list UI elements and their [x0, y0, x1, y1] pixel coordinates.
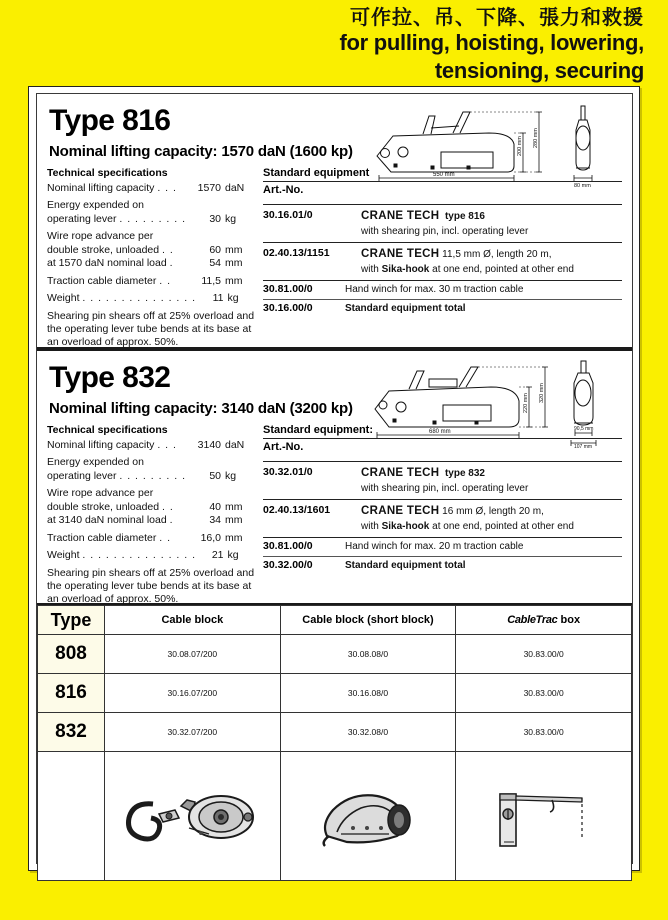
table-cell-type: 832 [38, 713, 105, 752]
product-section-816 [37, 94, 632, 351]
spec-row: at 3140 daN nominal load . 34 mm [47, 514, 243, 527]
spec-row: Weight . . . . . . . . . . . . . . . 11 kg [47, 292, 239, 305]
equipment-art-no: 30.16.01/0 [263, 209, 313, 221]
spec-row: Energy expended on [47, 199, 144, 212]
equipment-row [263, 556, 622, 575]
drawing-832-depth-label-2: 107 mm [574, 444, 593, 449]
equipment-art-no: 02.40.13/1151 [263, 247, 330, 260]
equipment-description: Standard equipment total [345, 559, 466, 571]
catalog-inner-frame [36, 93, 633, 864]
catalog-sheet [28, 86, 640, 871]
drawing-816-outer-height-label: 280 mm [533, 128, 539, 148]
drawing-816-width-label: 550 mm [433, 172, 455, 178]
table-row [38, 713, 632, 752]
equipment-heading-832: Standard equipment: [263, 424, 374, 436]
drawing-832-depth-label: 90,5 mm [574, 426, 594, 432]
accessories-comparison-table [37, 605, 632, 881]
spec-note-832: Shearing pin shears off at 25% overload and the operating lever tube bends at its base at an overload of approx. 50%. [47, 566, 255, 605]
technical-drawing-816 [371, 100, 626, 192]
equipment-row [263, 299, 622, 318]
specs-heading-832: Technical specifications [47, 424, 168, 436]
spec-row: Nominal lifting capacity . . . 3140 daN [47, 439, 245, 451]
cable-block-short-photo [281, 756, 456, 876]
equipment-row [263, 242, 622, 280]
photo-cell-cable-block [105, 752, 281, 881]
photo-cell-empty [38, 752, 105, 881]
art-no-label-816: Art.-No. [263, 181, 622, 204]
table-cell-cable-block-short: 30.08.08/0 [280, 635, 456, 674]
spec-row: Nominal lifting capacity . . . 1570 daN [47, 182, 245, 194]
drawing-832-inner-height-label: 220 mm [523, 393, 529, 413]
spec-note-816: Shearing pin shears off at 25% overload and the operating lever tube bends at its base at an overload of approx. 50%. [47, 309, 255, 348]
table-header-row [38, 606, 632, 635]
page-header-banner [0, 0, 668, 82]
technical-drawing-832 [371, 357, 626, 449]
drawing-816-inner-height-label: 200 mm [517, 136, 523, 156]
equipment-art-no: 30.32.01/0 [263, 466, 313, 478]
spec-row: Energy expended on [47, 456, 144, 469]
table-header-cable-block: Cable block [105, 606, 281, 635]
equipment-description: Standard equipment total [345, 302, 466, 314]
product-section-832 [37, 351, 632, 605]
spec-row: Traction cable diameter . . 11,5 mm [47, 274, 243, 287]
spec-row: double stroke, unloaded . . 60 mm [47, 243, 243, 256]
equipment-row [263, 537, 622, 556]
spec-row: double stroke, unloaded . . 40 mm [47, 500, 243, 513]
table-cell-type: 816 [38, 674, 105, 713]
spec-row: Wire rope advance per [47, 230, 154, 243]
table-cell-cable-block-short: 30.32.08/0 [280, 713, 456, 752]
cabletrac-box-photo [456, 756, 631, 876]
drawing-832-outer-height-label: 320 mm [539, 383, 545, 403]
equipment-description: CRANE TECH type 832 with shearing pin, incl. operating lever [361, 467, 529, 494]
equipment-description: CRANE TECH 16 mm Ø, length 20 m, with Sika-hook at one end, pointed at other end [361, 505, 574, 532]
equipment-column-816 [255, 167, 622, 349]
spec-row: operating lever . . . . . . . . . 30 kg [47, 212, 237, 225]
equipment-description: Hand winch for max. 30 m traction cable [345, 284, 524, 296]
product-title-816: Type 816 [49, 104, 171, 137]
table-photo-row [38, 752, 632, 881]
table-cell-cabletrac-box: 30.83.00/0 [456, 713, 632, 752]
table-cell-cable-block-short: 30.16.08/0 [280, 674, 456, 713]
equipment-art-no: 02.40.13/1601 [263, 504, 331, 517]
specs-heading-816: Technical specifications [47, 167, 168, 179]
table-row [38, 635, 632, 674]
equipment-row [263, 461, 622, 499]
table-header-cable-block-short: Cable block (short block) [280, 606, 456, 635]
table-cell-cabletrac-box: 30.83.00/0 [456, 635, 632, 674]
table-cell-cabletrac-box: 30.83.00/0 [456, 674, 632, 713]
spec-row: at 1570 daN nominal load . 54 mm [47, 257, 243, 270]
table-cell-cable-block: 30.08.07/200 [105, 635, 281, 674]
banner-english-line-1: for pulling, hoisting, lowering, [339, 30, 644, 55]
banner-chinese-text: 可作拉、吊、下降、張力和救援 [350, 5, 644, 29]
table-cell-type: 808 [38, 635, 105, 674]
table-cell-cable-block: 30.32.07/200 [105, 713, 281, 752]
product-capacity-832: Nominal lifting capacity: 3140 daN (3200 kp) [49, 400, 353, 417]
table-cell-cable-block: 30.16.07/200 [105, 674, 281, 713]
equipment-row [263, 280, 622, 299]
equipment-description: Hand winch for max. 20 m traction cable [345, 541, 524, 553]
table-header-type: Type [38, 606, 105, 635]
specs-list-816 [47, 182, 255, 306]
spec-row: Wire rope advance per [47, 487, 154, 500]
photo-cell-cabletrac-box [456, 752, 632, 881]
equipment-art-no: 30.81.00/0 [263, 283, 313, 296]
drawing-816-depth-label: 80 mm [574, 183, 591, 189]
banner-english-line-2: tensioning, securing [434, 57, 644, 83]
drawing-832-width-label: 680 mm [429, 429, 451, 435]
spec-row: Traction cable diameter . . 16,0 mm [47, 531, 243, 544]
equipment-row [263, 204, 622, 242]
equipment-heading-816: Standard equipment [263, 167, 370, 179]
cable-block-photo [105, 756, 280, 876]
product-capacity-816: Nominal lifting capacity: 1570 daN (1600 kp) [49, 143, 353, 160]
spec-row: operating lever . . . . . . . . . 50 kg [47, 469, 237, 482]
art-no-label-832: Art.-No. [263, 438, 622, 461]
specs-column-816 [47, 167, 255, 349]
cabletrac-logo-text: CableTrac [507, 614, 558, 626]
photo-cell-cable-block-short [280, 752, 456, 881]
table-header-cabletrac-box [456, 606, 632, 635]
specs-list-832 [47, 439, 255, 563]
product-title-832: Type 832 [49, 361, 171, 394]
equipment-description: CRANE TECH 11,5 mm Ø, length 20 m, with Sika-hook at one end, pointed at other end [361, 248, 574, 275]
spec-row: Weight . . . . . . . . . . . . . . . 21 kg [47, 549, 239, 562]
equipment-description: CRANE TECH type 816 with shearing pin, incl. operating lever [361, 210, 529, 237]
specs-column-832 [47, 424, 255, 606]
table-row [38, 674, 632, 713]
equipment-column-832 [255, 424, 622, 606]
equipment-art-no: 30.32.00/0 [263, 558, 313, 571]
equipment-art-no: 30.16.00/0 [263, 301, 313, 314]
equipment-row [263, 499, 622, 537]
cabletrac-suffix: box [557, 614, 581, 626]
equipment-art-no: 30.81.00/0 [263, 540, 313, 553]
